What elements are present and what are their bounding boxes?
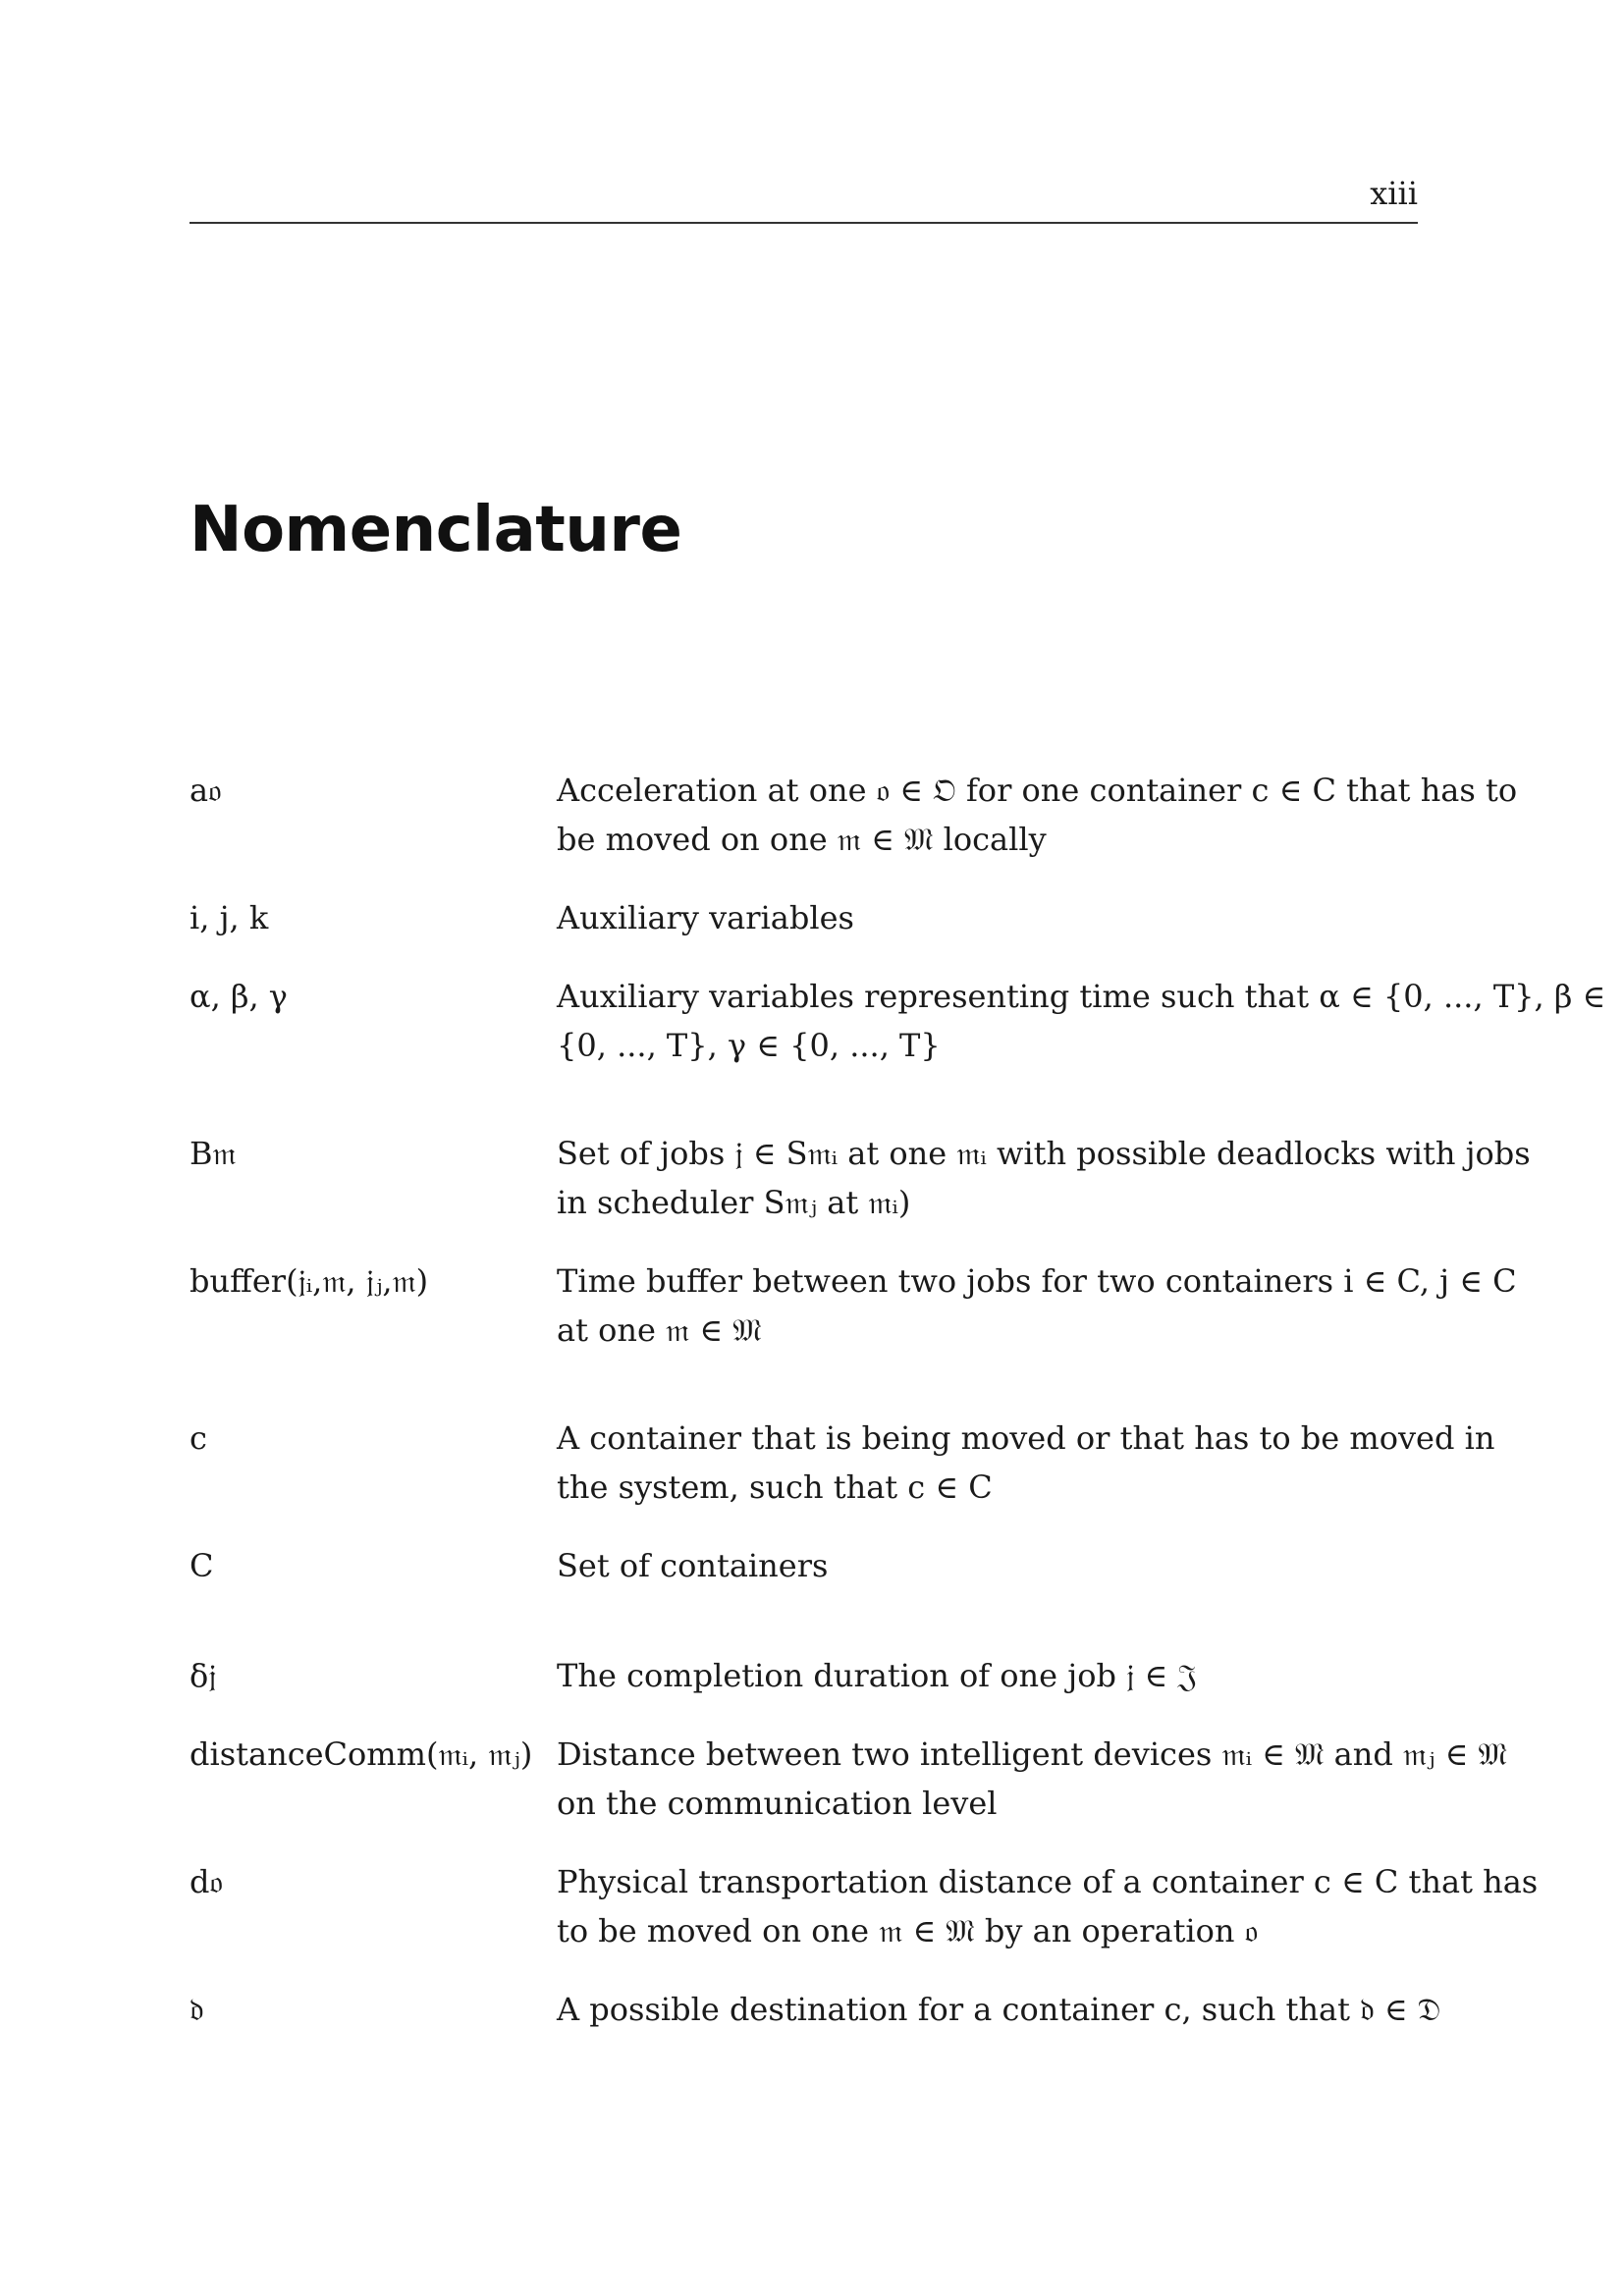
entry-symbol: c (189, 1419, 207, 1457)
entry-symbol: a𝔬 (189, 772, 222, 809)
description-line: the system, such that c ∈ C (557, 1468, 993, 1506)
description-line: at one 𝔪 ∈ 𝔐 (557, 1311, 762, 1349)
chapter-title: Nomenclature (189, 494, 682, 566)
entry-symbol: δ𝔧 (189, 1657, 217, 1694)
description-line: Acceleration at one 𝔬 ∈ 𝔒 for one container c ∈ C that has to (557, 772, 1518, 809)
description-line: be moved on one 𝔪 ∈ 𝔐 locally (557, 821, 1047, 858)
entry-symbol: distanceComm(𝔪ᵢ, 𝔪ⱼ) (189, 1735, 533, 1773)
description-line: Set of containers (557, 1547, 829, 1584)
description-line: on the communication level (557, 1785, 998, 1822)
entry-description (557, 1541, 1418, 1590)
entry-symbol: B𝔪 (189, 1135, 237, 1172)
entry-description (557, 1651, 1418, 1700)
page-number: xiii (1370, 175, 1418, 212)
entry-description (557, 893, 1418, 942)
description-line: Auxiliary variables representing time such that α ∈ {0, ..., T}, β ∈ (557, 978, 1606, 1015)
entry-symbol: d𝔬 (189, 1863, 223, 1900)
entry-description (557, 1985, 1441, 2034)
entry-description (557, 1129, 1531, 1227)
entry-description (557, 1730, 1507, 1828)
description-line: Physical transportation distance of a container c ∈ C that has (557, 1863, 1539, 1900)
entry-symbol: 𝔡 (189, 1991, 204, 2028)
description-line: in scheduler S𝔪ⱼ at 𝔪ᵢ) (557, 1184, 911, 1221)
entry-description (557, 1256, 1517, 1355)
entry-description (557, 1414, 1495, 1512)
entry-description (557, 972, 1606, 1070)
entry-description (557, 1857, 1539, 1955)
entry-description (557, 766, 1518, 864)
entry-symbol: α, β, γ (189, 978, 288, 1015)
description-line: {0, ..., T}, γ ∈ {0, ..., T} (557, 1027, 941, 1064)
page-header (189, 173, 1418, 224)
description-line: A possible destination for a container c, such that 𝔡 ∈ 𝔇 (557, 1991, 1441, 2028)
description-line: to be moved on one 𝔪 ∈ 𝔐 by an operation 𝔬 (557, 1912, 1259, 1949)
description-line: The completion duration of one job 𝔧 ∈ 𝔍 (557, 1657, 1197, 1694)
description-line: Distance between two intelligent devices 𝔪ᵢ ∈ 𝔐 and 𝔪ⱼ ∈ 𝔐 (557, 1735, 1507, 1773)
description-line: Set of jobs 𝔧 ∈ S𝔪ᵢ at one 𝔪ᵢ with possible deadlocks with jobs (557, 1135, 1531, 1172)
entry-symbol: i, j, k (189, 899, 269, 936)
description-line: Auxiliary variables (557, 899, 854, 936)
entry-symbol: buffer(𝔧ᵢ,𝔪, 𝔧ⱼ,𝔪) (189, 1262, 429, 1300)
description-line: A container that is being moved or that has to be moved in (557, 1419, 1495, 1457)
description-line: Time buffer between two jobs for two containers i ∈ C, j ∈ C (557, 1262, 1517, 1300)
entry-symbol: C (189, 1547, 214, 1584)
